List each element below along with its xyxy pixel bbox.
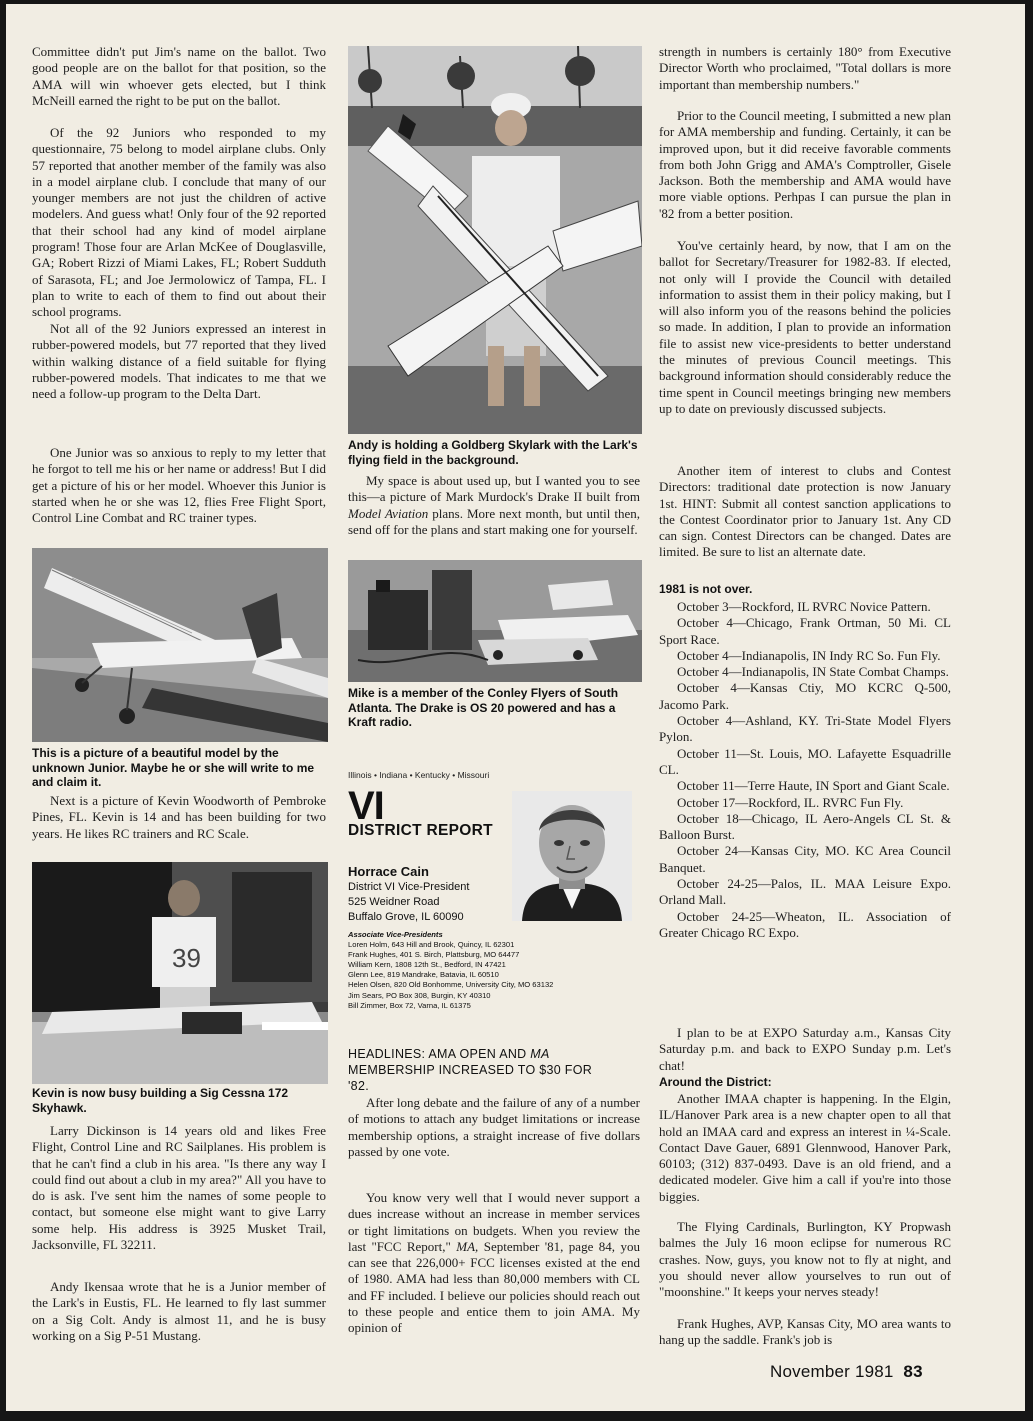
associate-line: Bill Zimmer, Box 72, Varna, IL 61375 (348, 1000, 471, 1010)
district-report-label: DISTRICT REPORT (348, 822, 493, 839)
svg-text:39: 39 (172, 943, 201, 973)
event-item: October 4—Indianapolis, IN State Combat Champs. (677, 664, 949, 680)
event-item: October 11—Terre Haute, IN Sport and Giant Scale. (677, 778, 950, 794)
photo-andy-skylark (348, 46, 642, 434)
middle-paragraph-2: After long debate and the failure of any of a number of motions to attach any budget limitations or increase membership options, a straight increase of five dollars passed by one vote. (348, 1095, 640, 1159)
events-list (659, 599, 951, 941)
event-item: October 17—Rockford, IL. RVRC Fun Fly. (677, 794, 904, 810)
event-item: October 24-25—Wheaton, IL. Association of Greater Chicago RC Expo. (659, 908, 951, 940)
vp-name: Horrace Cain (348, 864, 429, 879)
event-item: October 3—Rockford, IL RVRC Novice Pattern. (677, 599, 931, 614)
photo-unknown-junior-model (32, 548, 328, 742)
photo-horrace-cain-portrait (512, 791, 632, 921)
right-paragraph-3: You've certainly heard, by now, that I am on the ballot for Secretary/Treasurer for 1982-83. If elected, not only will I provide the Council with detailed information to assist them in their policy making, but I will also inform you of the reasons behind the policies so made. In addition, I plan to provide an information file to assist new vice-presidents to better understand the minutes of previous Council meetings. This background information should considerably reduce the time spent in Council meetings bringing new members up to date on previously discussed subjects. (659, 238, 951, 416)
magazine-page (6, 4, 1025, 1411)
associate-line: Glenn Lee, 819 Mandrake, Batavia, IL 60510 (348, 970, 499, 980)
event-item: October 11—St. Louis, MO. Lafayette Esquadrille CL. (659, 745, 951, 777)
right-paragraph-8: Frank Hughes, AVP, Kansas City, MO area wants to hang up the saddle. Frank's job is (659, 1316, 951, 1348)
left-paragraph-4: One Junior was so anxious to reply to my letter that he forgot to tell me his or her name or address! But I did get a picture of his or her model. Whoever this Junior is started when he or she was 12, flies Free Flight Sport, Control Line Combat and RC trainer types. (32, 445, 326, 526)
headline-text-b: MEMBERSHIP INCREASED TO $30 FOR '82. (348, 1063, 593, 1093)
district-number: VI (348, 784, 384, 828)
caption-unknown-junior: This is a picture of a beautiful model by the unknown Junior. Maybe he or she will write to me and claim it. (32, 746, 315, 790)
subhead-around-district: Around the District: (659, 1075, 772, 1089)
headline-text-a: HEADLINES: AMA OPEN AND (348, 1047, 531, 1061)
associate-line: Loren Holm, 643 Hill and Brook, Quincy, IL 62301 (348, 940, 515, 950)
footer-folio (770, 1362, 923, 1382)
associates-title: Associate Vice-Presidents (348, 930, 443, 939)
middle-paragraph-3-italic: MA, (456, 1238, 479, 1254)
caption-andy: Andy is holding a Goldberg Skylark with the Lark's flying field in the background. (348, 438, 638, 467)
event-item: October 4—Indianapolis, IN Indy RC So. Fun Fly. (677, 647, 941, 663)
photo-kevin-woodworth (32, 862, 328, 1084)
middle-paragraph-1 (348, 473, 640, 538)
district-states: Illinois • Indiana • Kentucky • Missouri (348, 770, 490, 780)
associate-line: Jim Sears, PO Box 308, Burgin, KY 40310 (348, 990, 491, 1000)
event-item: October 18—Chicago, IL Aero-Angels CL St. & Balloon Burst. (659, 810, 951, 843)
right-paragraph-1: strength in numbers is certainly 180° from Executive Director Worth who proclaimed, "Total dollars is more important than membership numbers." (659, 44, 951, 92)
event-item: October 4—Kansas Ctiy, MO KCRC Q-500, Jacomo Park. (659, 680, 951, 712)
vp-title: District VI Vice-President (348, 881, 470, 893)
subhead-1981: 1981 is not over. (659, 582, 753, 596)
footer-date: November 1981 (770, 1362, 894, 1381)
middle-paragraph-3 (348, 1190, 640, 1337)
left-paragraph-7: Andy Ikensaa wrote that he is a Junior member of the Lark's in Eustis, FL. He learned to fly last summer on a Sig Colt. Andy is almost 11, and he is busy working on a Sig P-51 Mustang. (32, 1279, 326, 1343)
right-paragraph-2: Prior to the Council meeting, I submitted a new plan for AMA membership and funding. Certainly, it can be improved upon, but it did receive favorable comments from both John Grigg and AMA's Comptroller, Gisele Jackson. Both the membership and AMA would have more viable options. Perhpas I can pursue the plan in '82 from a better position. (659, 108, 951, 221)
middle-paragraph-3-text-b: September '81, page 84, you can see that 226,000+ FCC licenses existed at the end of 1980. AMA had less than 80,000 members with CL and FF included. I believe our policies should reach out to these people and entice them to join AMA. My opinion of (348, 1238, 640, 1336)
vp-city: Buffalo Grove, IL 60090 (348, 911, 464, 923)
right-paragraph-5: I plan to be at EXPO Saturday a.m., Kansas City Saturday p.m. and back to EXPO Sunday p.m. Let's chat! (659, 1025, 951, 1073)
left-paragraph-2: Of the 92 Juniors who responded to my questionnaire, 75 belong to model airplane clubs. Only 57 reported that another member of the family was also in a model airplane club. I conclude that many of our younger members are not just the children of active modelers. And guess what! Only four of the 92 reported that their school had any kind of model airplane program! Those four are Arlan McKee of Douglasville, GA; Robert Rizzi of Miami Lakes, FL; Robert Sudduth of Sarasota, FL; and Joe Jermolowicz of Tampa, FL. I plan to write to each of them to find out about their school programs. (32, 125, 326, 320)
event-item: October 4—Chicago, Frank Ortman, 50 Mi. CL Sport Race. (659, 615, 951, 647)
caption-mike: Mike is a member of the Conley Flyers of South Atlanta. The Drake is OS 20 powered and has a Kraft radio. (348, 686, 619, 730)
left-paragraph-3: Not all of the 92 Juniors expressed an interest in rubber-powered models, but 77 reported that they lived within walking distance of a field suitable for flying rubber-powered models. That indicates to me that we need a follow-up program to the Delta Dart. (32, 321, 326, 402)
associate-line: Helen Olsen, 820 Old Bonhomme, University City, MO 63132 (348, 980, 554, 990)
event-item: October 24-25—Palos, IL. MAA Leisure Expo. Orland Mall. (659, 876, 951, 908)
right-paragraph-4: Another item of interest to clubs and Contest Directors: traditional date protection is now January 1st. HINT: Submit all contest sanction applications to the Contest Coordinator prior to January 1st. Any CD can sign. Contest Directors can be changed. Dates are limited. Be sure to list an alternate date. (659, 463, 951, 560)
headline-italic: MA (530, 1047, 550, 1061)
left-paragraph-6: Larry Dickinson is 14 years old and likes Free Flight, Control Line and RC Sailplanes. His problem is that he can't find a club in his area. "Is there any way I could find out about a club in my area?" All you have to do is ask. I've sent him the names of some people to contact, but someone else might want to give Larry some help. His address is 3925 Musket Trail, Jacksonville, FL 32211. (32, 1123, 326, 1253)
left-paragraph-1: Committee didn't put Jim's name on the ballot. Two good people are on the ballot for that position, so the AMA will win whoever gets elected, but I think McNeill earned the right to be put on the ballot. (32, 44, 326, 108)
page-number: 83 (903, 1362, 923, 1381)
associates-block (348, 930, 642, 1011)
caption-kevin: Kevin is now busy building a Sig Cessna 172 Skyhawk. (32, 1086, 289, 1115)
photo-drake-ii (348, 560, 642, 682)
left-paragraph-5: Next is a picture of Kevin Woodworth of Pembroke Pines, FL. Kevin is 14 and has been building for two years. He likes RC trainers and RC Scale. (32, 793, 326, 841)
event-item: October 4—Ashland, KY. Tri-State Model Flyers Pylon. (659, 713, 951, 745)
middle-paragraph-1-italic: Model Aviation (348, 505, 429, 521)
middle-paragraph-3-text-a: You know very well that I would never support a dues increase without an increase in member services or tight limitations on budgets. When you review the last "FCC Report," (348, 1190, 640, 1254)
right-paragraph-7: The Flying Cardinals, Burlington, KY Propwash balmes the July 16 moon eclipse for numerous RC crashes. Now, guys, you know not to fly at night, and you should never allow yourselves to run out of "moonshine." It keeps your nerves steady! (659, 1219, 951, 1300)
event-item: October 24—Kansas City, MO. KC Area Council Banquet. (659, 843, 951, 875)
middle-paragraph-1-text-b: plans. More next month, but until then, send off for the plans and start making one for yourself. (348, 505, 640, 537)
associate-line: Frank Hughes, 401 S. Birch, Plattsburg, MO 64477 (348, 950, 520, 960)
headline (348, 1046, 598, 1094)
vp-street: 525 Weidner Road (348, 896, 440, 908)
middle-paragraph-1-text-a: My space is about used up, but I wanted you to see this—a picture of Mark Murdock's Drake II built from (348, 473, 640, 505)
associate-line: William Kern, 1808 12th St., Bedford, IN 47421 (348, 960, 506, 970)
right-paragraph-6: Another IMAA chapter is happening. In the Elgin, IL/Hanover Park area is a new chapter open to all that hold an IMAA card and express an interest in ¼-Scale. Contact Dave Gauer, 6891 Glennwood, Hanover Park, 60103; (312) 837-0493. Dave is an old friend, and a dedicated modeler. Give him a call if you're into those biggies. (659, 1091, 951, 1204)
